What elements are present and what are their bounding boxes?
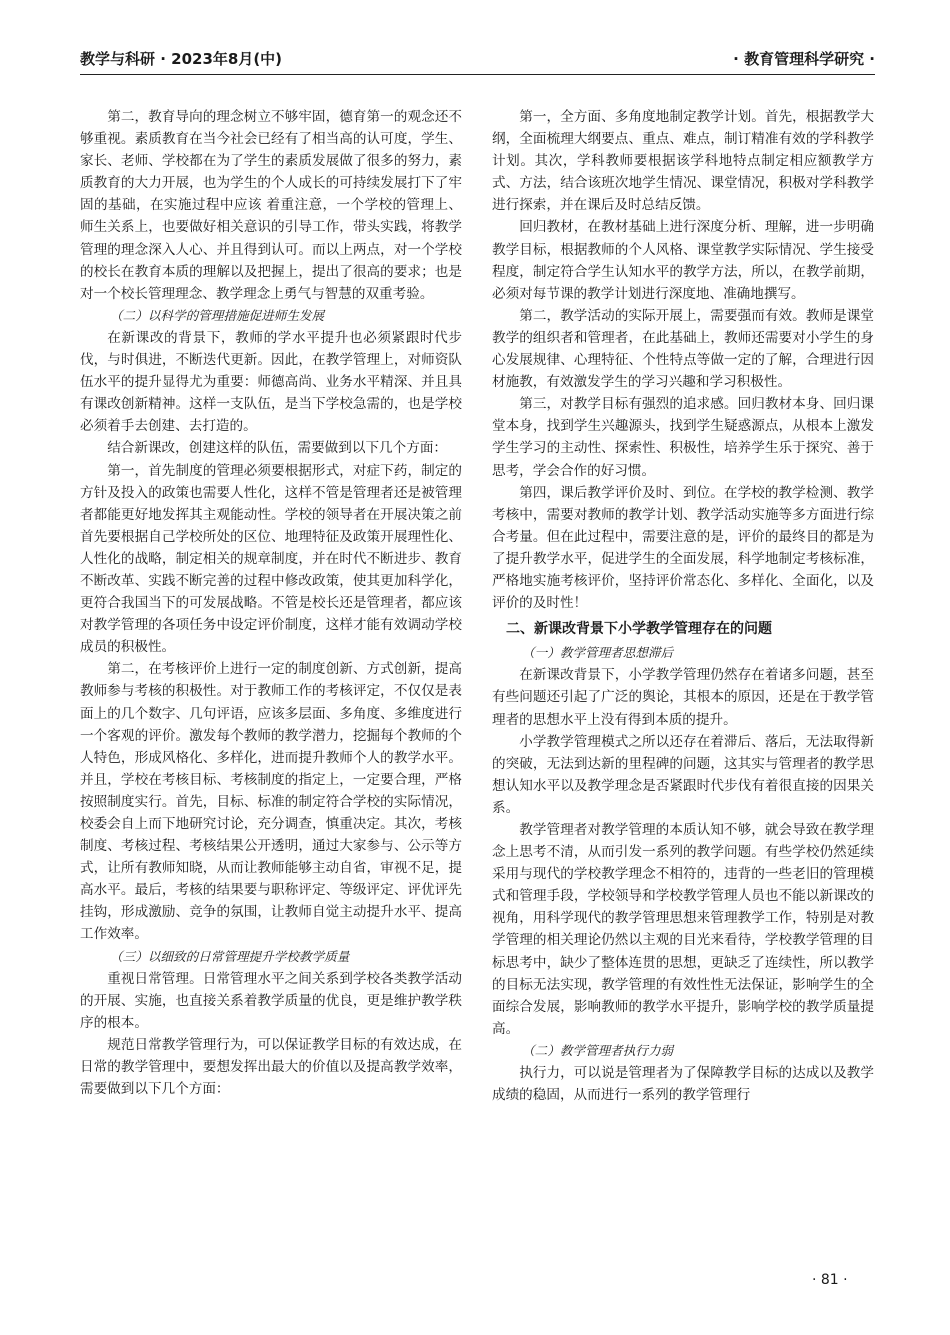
paragraph: 第二，教学活动的实际开展上，需要强而有效。教师是课堂教学的组织者和管理者，在此基础上，教师还需要对小学生的身心发展规律、心理特征、个性特点等做一定的了解，合理进行因材施教，有效激发学生的学习兴趣和学习积极性。 [492, 307, 874, 391]
page-header [80, 48, 875, 70]
paragraph: 执行力，可以说是管理者为了保障教学目标的达成以及教学成绩的稳固，从而进行一系列的教学管理行 [492, 1065, 874, 1104]
paragraph: 第四，课后教学评价及时、到位。在学校的教学检测、教学考核中，需要对教师的教学计划、教学活动实施等多方面进行综合考量。但在此过程中，需要注意的是，评价的最终目的都是为了提升教学水平，促进学生的全面发展，科学地制定考核标准，严格地实施考核评价，坚持评价常态化、多样化、全面化，以及评价的及时性！ [492, 484, 874, 612]
paragraph: 在新课改背景下，小学教学管理仍然存在着诸多问题，甚至有些问题还引起了广泛的舆论，其根本的原因，还是在于教学管理者的思想水平上没有得到本质的提升。 [492, 667, 874, 728]
paragraph: 在新课改的背景下，教师的学水平提升也必须紧跟时代步伐，与时俱进，不断迭代更新。因此，在教学管理上，对师资队伍水平的提升显得尤为重要：师德高尚、业务水平精深、并且具有课改创新精神。这样一支队伍，是当下学校急需的，也是学校必须着手去创建、去打造的。 [80, 329, 462, 435]
right-column [492, 106, 874, 1106]
paragraph: 重视日常管理。日常管理水平之间关系到学校各类教学活动的开展、实施，也直接关系着教学质量的优良，更是维护教学秩序的根本。 [80, 970, 462, 1031]
subheading: （三）以细致的日常管理提升学校教学质量 [110, 948, 350, 964]
subheading: （二）以科学的管理措施促进师生发展 [110, 307, 325, 323]
paragraph: 第二，在考核评价上进行一定的制度创新、方式创新，提高教师参与考核的积极性。对于教师工作的考核评定，不仅仅是表面上的几个数字、几句评语，应该多层面、多角度、多维度进行一个客观的评价。激发每个教师的教学潜力，挖掘每个教师的个人特色，形成风格化、多样化，进而提升教师个人的教学水平。并且，学校在考核目标、考核制度的指定上，一定要合理，严格按照制度实行。首先，目标、标准的制定符合学校的实际情况，校委会自上而下地研究讨论，充分调查，慎重决定。其次，考核制度、考核过程、考核结果公开透明，通过大家参与、公示等方式，让所有教师知晓，从而让教师能够主动自省，审视不足，提高水平。最后，考核的结果要与职称评定、等级评定、评优评先挂钩，形成激励、竞争的氛围，让教师自觉主动提升水平、提高工作效率。 [80, 661, 462, 943]
paragraph: 小学教学管理模式之所以还存在着滞后、落后，无法取得新的突破，无法到达新的里程碑的问题，这其实与管理者的教学思想认知水平以及教学理念是否紧跟时代步伐有着很直接的因果关系。 [492, 733, 874, 816]
paragraph: 第一，首先制度的管理必须要根据形式，对症下药，制定的方针及投入的政策也需要人性化，这样不管是管理者还是被管理者都能更好地发挥其主观能动性。学校的领导者在开展决策之前首先要根据自己学校所处的区位、地理特征及政策开展理性化、人性化的战略，制定相关的规章制度，并在时代不断进步、教育不断改革、实践不断完善的过程中修改政策，使其更加科学化，更符合我国当下的可发展战略。不管是校长还是管理者，都应该对教学管理的各项任务中设定评价制度，这样才能有效调动学校成员的积极性。 [80, 462, 462, 656]
paragraph: 第三，对教学目标有强烈的追求感。回归教材本身、回归课堂本身，找到学生兴趣源头，找到学生疑惑源点，从根本上激发学生学习的主动性、探索性、积极性，培养学生乐于探究、善于思考，学会合作的好习惯。 [492, 396, 874, 479]
subheading: （一）教学管理者思想滞后 [522, 645, 674, 661]
section-heading: 二、新课改背景下小学教学管理存在的问题 [506, 621, 772, 638]
subheading: （二）教学管理者执行力弱 [522, 1042, 674, 1058]
paragraph: 教学管理者对教学管理的本质认知不够，就会导致在教学理念上思考不清，从而引发一系列的教学问题。有些学校仍然延续采用与现代的学校教学理念不相符的，违背的一些老旧的管理模式和管理手段，学校领导和学校教学管理人员也不能以新课改的视角，用科学现代的教学管理思想来管理教学工作，特别是对教学管理的相关理论仍然以主观的目光来看待，学校教学管理的目标思考中，缺少了整体连贯的思想，更缺乏了连续性，所以教学的目标无法实现，教学管理的有效性性无法保证，影响学生的全面综合发展，影响教师的教学水平提升，影响学校的教学质量提高。 [492, 822, 874, 1037]
paragraph: 回归教材，在教材基础上进行深度分析、理解，进一步明确教学目标，根据教师的个人风格、课堂教学实际情况、学生接受程度，制定符合学生认知水平的教学方法，所以，在教学前期，必须对每节课的教学计划进行深度地、准确地撰写。 [492, 219, 874, 302]
journal-title: 教学与科研 · 2023年8月(中) [80, 50, 283, 68]
section-title: · 教育管理科学研究 · [733, 50, 875, 68]
paragraph: 规范日常教学管理行为，可以保证教学目标的有效达成，在日常的教学管理中，要想发挥出最大的价值以及提高教学效率，需要做到以下几个方面： [80, 1036, 462, 1098]
paragraph: 第二，教育导向的理念树立不够牢固，德育第一的观念还不够重视。素质教育在当今社会已经有了相当高的认可度，学生、家长、老师、学校都在为了学生的素质发展做了很多的努力，素质教育的大力开展，也为学生的个人成长的可持续发展打下了牢固的基础，在实施过程中应该 着重注意，一个学校的管理上、师生关系上，也要做好相关意识的引导工作，带头实践，将教学管理的理念深入人心、并且得到认可。而以上两点，对一个学校的校长在教育本质的理解以及把握上，提出了很高的要求；也是对一个校长管理理念、教学理念上勇气与智慧的双重考验。 [80, 109, 462, 302]
paragraph: 第一，全方面、多角度地制定教学计划。首先，根据教学大纲，全面梳理大纲要点、重点、难点，制订精准有效的学科教学计划。其次，学科教师要根据该学科地特点制定相应额教学方式、方法，结合该班次地学生情况、课堂情况，积极对学科教学进行探索，并在课后及时总结反馈。 [492, 109, 874, 214]
left-column [80, 106, 462, 1100]
page-number: · 81 · [812, 1272, 848, 1288]
header-divider [80, 74, 875, 75]
paragraph: 结合新课改，创建这样的队伍，需要做到以下几个方面： [107, 440, 448, 457]
